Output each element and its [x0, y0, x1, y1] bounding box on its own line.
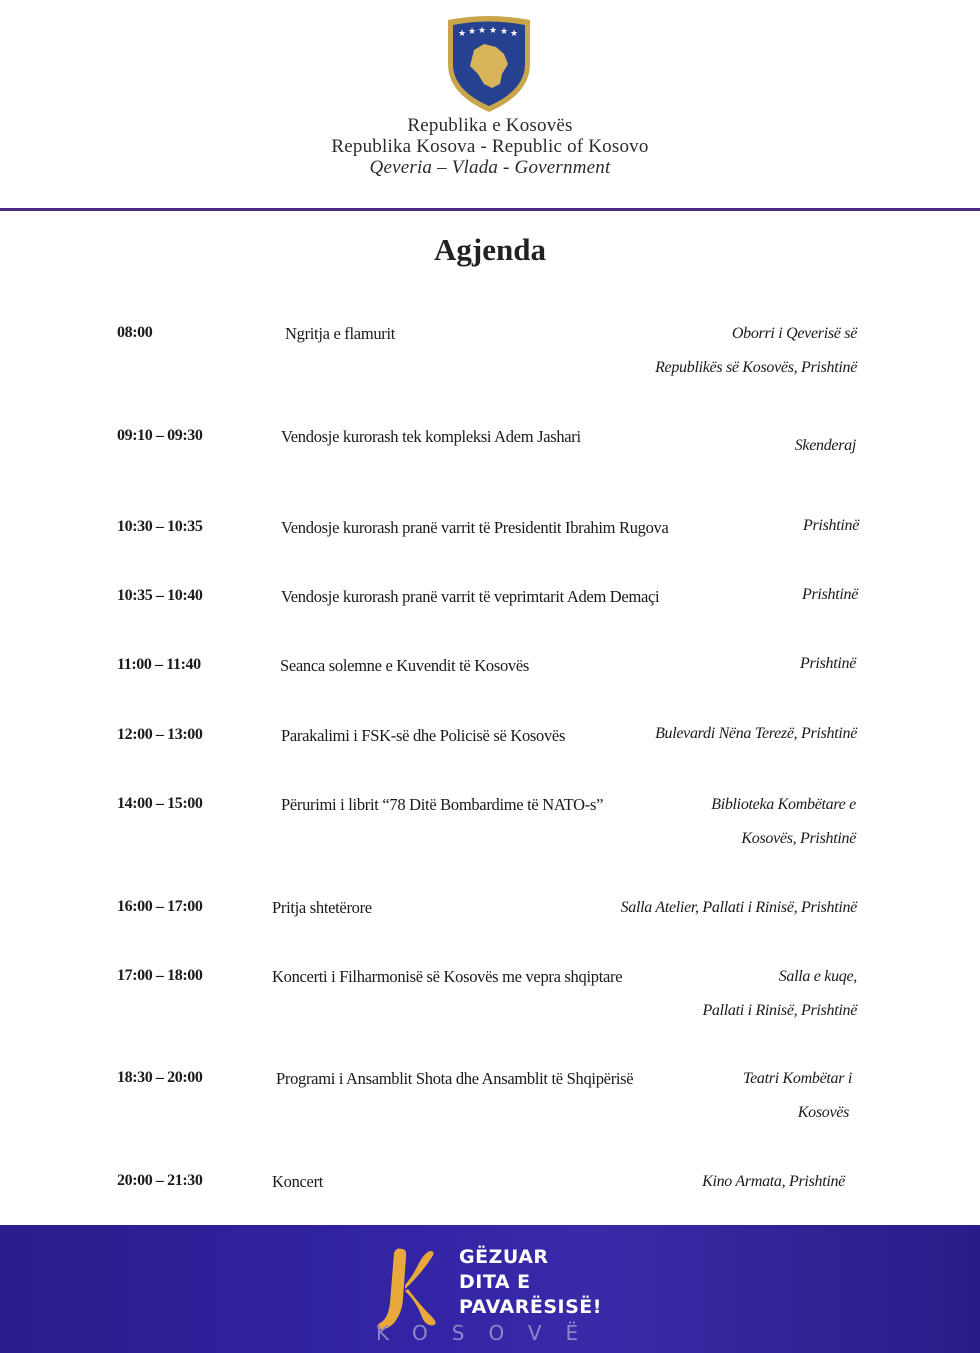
agenda-place: Prishtinë: [802, 586, 858, 603]
agenda-event: Vendosje kurorash tek kompleksi Adem Jashari: [281, 427, 581, 446]
header-line-2: Republika Kosova - Republic of Kosovo: [331, 136, 649, 157]
agenda-event: Ngritja e flamurit: [285, 324, 396, 343]
header-line-1: Republika e Kosovës: [407, 115, 573, 136]
agenda-event: Parakalimi i FSK-së dhe Policisë së Kosovës: [281, 726, 566, 745]
agenda-event: Përurimi i librit “78 Ditë Bombardime të NATO-s”: [281, 795, 604, 814]
agenda-place: Prishtinë: [803, 517, 859, 534]
agenda-event: Vendosje kurorash pranë varrit të veprimtarit Adem Demaçi: [281, 587, 660, 606]
agenda-time: 16:00 – 17:00: [117, 898, 203, 915]
agenda-row: [0, 324, 980, 404]
agenda-row: [0, 427, 980, 507]
agenda-event: Vendosje kurorash pranë varrit të Presidentit Ibrahim Rugova: [281, 518, 669, 537]
agenda-place: Salla Atelier, Pallati i Rinisë, Prishtinë: [620, 899, 857, 916]
agenda-place: Kino Armata, Prishtinë: [702, 1173, 845, 1190]
agenda-place: Biblioteka Kombëtare e Kosovës, Prishtinë: [711, 796, 856, 847]
agenda-row: [0, 967, 980, 1047]
svg-text:★: ★: [500, 27, 509, 37]
agenda-place: Prishtinë: [800, 655, 856, 672]
kosovo-coat-of-arms-icon: [444, 14, 534, 114]
page-title: Agjenda: [434, 232, 546, 267]
agenda-time: 11:00 – 11:40: [117, 656, 201, 673]
footer-banner: [0, 1225, 980, 1353]
svg-text:★: ★: [510, 29, 519, 39]
agenda-place: Skenderaj: [794, 437, 856, 454]
footer-slogan: GËZUAR DITA E PAVARËSISË!: [459, 1246, 602, 1318]
agenda-event: Koncert: [272, 1172, 324, 1191]
agenda-time: 09:10 – 09:30: [117, 427, 203, 444]
agenda-event: Seanca solemne e Kuvendit të Kosovës: [280, 656, 530, 675]
agenda-time: 10:30 – 10:35: [117, 518, 203, 535]
document-header: [0, 0, 980, 210]
header-divider: [0, 208, 980, 211]
agenda-place: Salla e kuqe, Pallati i Rinisë, Prishtinë: [702, 968, 857, 1019]
agenda-event: Pritja shtetërore: [272, 898, 372, 917]
agenda-time: 12:00 – 13:00: [117, 726, 203, 743]
agenda-time: 17:00 – 18:00: [117, 967, 203, 984]
agenda-event: Programi i Ansamblit Shota dhe Ansamblit të Shqipërisë: [276, 1069, 634, 1088]
agenda-time: 20:00 – 21:30: [117, 1172, 203, 1189]
svg-text:★: ★: [468, 27, 477, 37]
footer-wordmark: KOSOVË: [376, 1321, 603, 1345]
agenda-row: [0, 795, 980, 875]
agenda-time: 08:00: [117, 324, 153, 341]
agenda-place: Teatri Kombëtar i Kosovës: [743, 1070, 852, 1121]
agenda-time: 14:00 – 15:00: [117, 795, 203, 812]
agenda-time: 18:30 – 20:00: [117, 1069, 203, 1086]
agenda-place: Oborri i Qeverisë së Republikës së Kosovës, Prishtinë: [655, 325, 857, 376]
agenda-place: Bulevardi Nëna Terezë, Prishtinë: [655, 725, 857, 742]
header-line-3: Qeveria – Vlada - Government: [369, 157, 611, 178]
svg-text:★: ★: [458, 29, 467, 39]
svg-text:★: ★: [489, 26, 498, 36]
agenda-event: Koncerti i Filharmonisë së Kosovës me vepra shqiptare: [272, 967, 623, 986]
agenda-row: [0, 1069, 980, 1149]
svg-text:★: ★: [478, 26, 487, 36]
agenda-time: 10:35 – 10:40: [117, 587, 203, 604]
